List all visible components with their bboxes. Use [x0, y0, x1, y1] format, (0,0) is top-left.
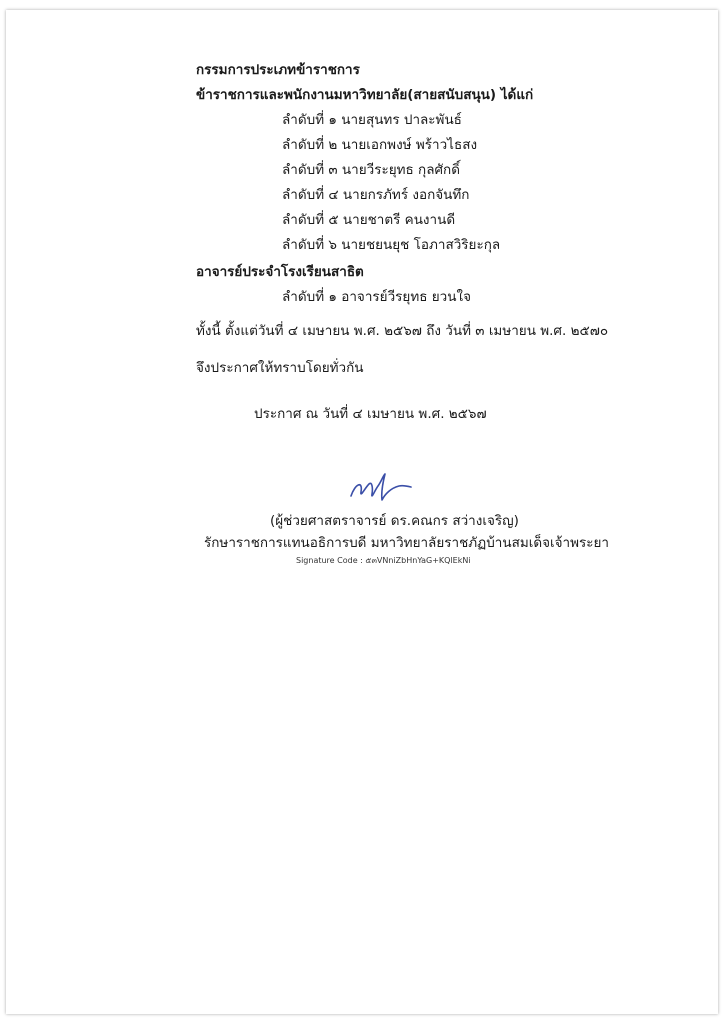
list-item: ลำดับที่ ๓ นายวีระยุทธ กุลศักดิ์ — [282, 162, 460, 178]
list-item: ลำดับที่ ๖ นายชยนยุช โอภาสวิริยะกุล — [282, 237, 501, 253]
term-period: ทั้งนี้ ตั้งแต่วันที่ ๔ เมษายน พ.ศ. ๒๕๖๗ ถึง วันที่ ๓ เมษายน พ.ศ. ๒๕๗๐ — [196, 323, 609, 339]
list-item: ลำดับที่ ๕ นายชาตรี คนงานดี — [282, 212, 456, 228]
list-item: ลำดับที่ ๑ อาจารย์วีรยุทธ ยวนใจ — [282, 289, 471, 305]
announcement-line: จึงประกาศให้ทราบโดยทั่วกัน — [196, 360, 364, 376]
signer-name: (ผู้ช่วยศาสตราจารย์ ดร.คณกร สว่างเจริญ) — [270, 513, 519, 529]
list-item: ลำดับที่ ๑ นายสุนทร ปาละพันธ์ — [282, 112, 462, 128]
signature-code: Signature Code : ๕๓VNniZbHnYaG+KQlEkNi — [296, 556, 471, 565]
signature-image — [345, 470, 415, 506]
announcement-date: ประกาศ ณ วันที่ ๔ เมษายน พ.ศ. ๒๕๖๗ — [254, 406, 487, 422]
list-item: ลำดับที่ ๒ นายเอกพงษ์ พร้าวไธสง — [282, 137, 478, 153]
section-title-demonstration-school: อาจารย์ประจำโรงเรียนสาธิต — [196, 264, 364, 280]
section-subtitle-support-staff: ข้าราชการและพนักงานมหาวิทยาลัย(สายสนับสนุน) ได้แก่ — [196, 87, 534, 103]
list-item: ลำดับที่ ๔ นายกรภัทร์ งอกจันทึก — [282, 187, 470, 203]
section-title-civil-servants: กรรมการประเภทข้าราชการ — [196, 62, 360, 78]
signer-position: รักษาราชการแทนอธิการบดี มหาวิทยาลัยราชภัฏบ้านสมเด็จเจ้าพระยา — [204, 535, 610, 551]
